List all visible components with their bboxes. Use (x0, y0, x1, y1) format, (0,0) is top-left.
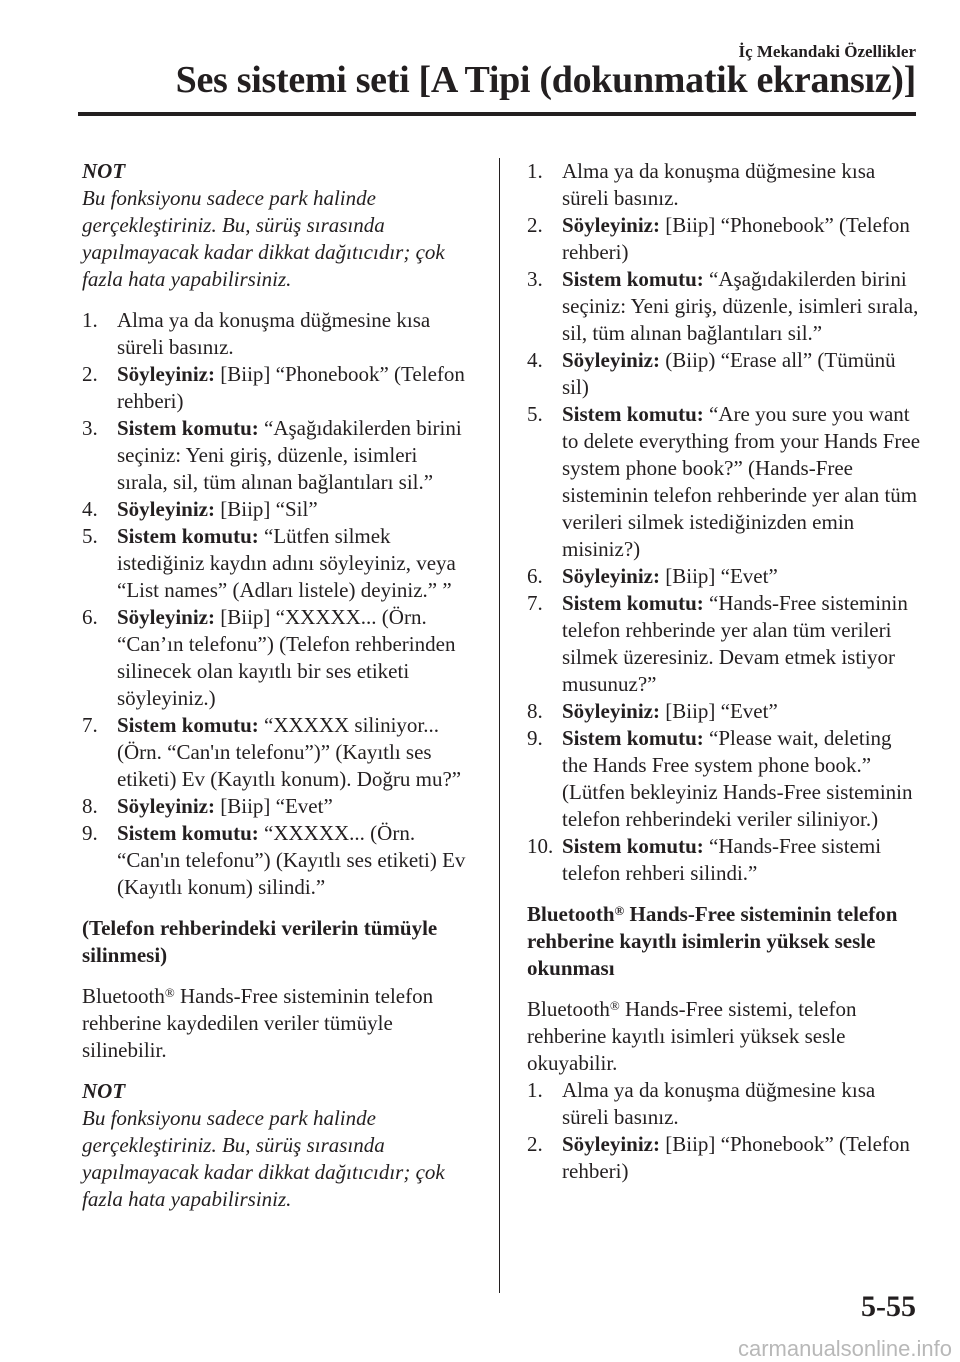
step-number: 1. (527, 159, 543, 183)
step-text: [Biip] “Evet” (660, 699, 778, 723)
section-subheading: (Telefon rehberindeki verilerin tümüyle silinmesi) (82, 916, 438, 967)
step-text: “Lütfen silmek istediğiniz kaydın adını söyleyiniz, veya “List names” (Adları listele) deyiniz.” ” (117, 524, 456, 602)
para-rest: Hands-Free sisteminin telefon rehberine kaydedilen veriler tümüyle silinebilir. (82, 984, 434, 1062)
list-item (82, 496, 472, 523)
step-number: 8. (527, 699, 543, 723)
list-item (82, 523, 472, 604)
step-number: 2. (82, 362, 98, 386)
list-item (527, 347, 922, 401)
step-number: 3. (82, 416, 98, 440)
list-item (527, 725, 922, 833)
subheading-prefix: Bluetooth (527, 902, 615, 926)
step-keyword: Sistem komutu: (562, 402, 704, 426)
step-keyword: Söyleyiniz: (562, 564, 660, 588)
step-keyword: Sistem komutu: (562, 591, 704, 615)
step-text: [Biip] “Phonebook” (Telefon rehberi) (562, 213, 910, 264)
list-item (82, 415, 472, 496)
header-section-label: İç Mekandaki Özellikler (738, 42, 916, 61)
column-divider (499, 158, 500, 1293)
step-number: 1. (527, 1078, 543, 1102)
step-number: 7. (527, 591, 543, 615)
step-number: 7. (82, 713, 98, 737)
step-text: [Biip] “Evet” (215, 794, 333, 818)
step-text: “Aşağıdakilerden birini seçiniz: Yeni giriş, düzenle, isimleri sırala, sil, tüm alınan bağlantıları sil.” (562, 267, 919, 345)
step-text: “Hands-Free sistemi telefon rehberi silindi.” (562, 834, 882, 885)
step-number: 6. (527, 564, 543, 588)
step-keyword: Söyleyiniz: (117, 605, 215, 629)
step-text: (Biip) “Erase all” (Tümünü sil) (562, 348, 896, 399)
registered-mark: ® (609, 998, 620, 1013)
subheading-rest: Hands-Free sisteminin telefon rehberine kayıtlı isimlerin yüksek sesle okunması (527, 902, 898, 980)
list-item (527, 590, 922, 698)
step-keyword: Söyleyiniz: (562, 348, 660, 372)
list-item (527, 401, 922, 563)
step-number: 4. (527, 348, 543, 372)
step-text: “Please wait, deleting the Hands Free system phone book.” (Lütfen bekleyiniz Hands-Free sisteminin telefon rehberindeki veriler siliniyor.) (562, 726, 913, 831)
step-text: “Aşağıdakilerden birini seçiniz: Yeni giriş, düzenle, isimleri sırala, sil, tüm alınan bağlantıları sil.” (117, 416, 462, 494)
right-column (527, 158, 922, 1199)
list-item (82, 307, 472, 361)
step-text: “Are you sure you want to delete everything from your Hands Free system phone book?” (Hands-Free sisteminin telefon rehberinde yer alan tüm verileri silmek istediğinizden emin misiniz?) (562, 402, 921, 561)
step-number: 8. (82, 794, 98, 818)
step-number: 1. (82, 308, 98, 332)
list-item (527, 158, 922, 212)
step-text: [Biip] “Phonebook” (Telefon rehberi) (117, 362, 465, 413)
step-keyword: Söyleyiniz: (562, 213, 660, 237)
step-text: Alma ya da konuşma düğmesine kısa süreli basınız. (562, 159, 876, 210)
step-keyword: Söyleyiniz: (562, 699, 660, 723)
step-number: 2. (527, 1132, 543, 1156)
list-item (82, 361, 472, 415)
list-item (82, 820, 472, 901)
note-text: Bu fonksiyonu sadece park halinde gerçekleştiriniz. Bu, sürüş sırasında yapılmayacak kadar dikkat dağıtıcıdır; çok fazla hata yapabilirsiniz. (82, 1106, 445, 1211)
step-keyword: Söyleyiniz: (117, 794, 215, 818)
para-prefix: Bluetooth (527, 997, 610, 1021)
list-item (527, 1131, 922, 1185)
watermark: carmanualsonline.info (737, 1336, 952, 1361)
note-text: Bu fonksiyonu sadece park halinde gerçekleştiriniz. Bu, sürüş sırasında yapılmayacak kadar dikkat dağıtıcıdır; çok fazla hata yapabilirsiniz. (82, 186, 445, 291)
step-number: 5. (527, 402, 543, 426)
step-keyword: Sistem komutu: (117, 416, 259, 440)
steps-list (527, 158, 922, 887)
step-keyword: Söyleyiniz: (562, 1132, 660, 1156)
step-keyword: Sistem komutu: (117, 713, 259, 737)
list-item (527, 266, 922, 347)
list-item (527, 563, 922, 590)
page-number: 5-55 (861, 1290, 916, 1323)
step-keyword: Sistem komutu: (562, 267, 704, 291)
step-text: [Biip] “Evet” (660, 564, 778, 588)
step-number: 4. (82, 497, 98, 521)
step-number: 3. (527, 267, 543, 291)
registered-mark: ® (614, 903, 625, 918)
list-item (527, 698, 922, 725)
note-label: NOT (82, 159, 126, 183)
list-item (82, 604, 472, 712)
para-rest: Hands-Free sistemi, telefon rehberine kayıtlı isimleri yüksek sesle okuyabilir. (527, 997, 857, 1075)
step-text: “Hands-Free sisteminin telefon rehberinde yer alan tüm verileri silmek üzeresiniz. Devam etmek istiyor musunuz?” (562, 591, 908, 696)
step-keyword: Söyleyiniz: (117, 497, 215, 521)
step-keyword: Sistem komutu: (562, 834, 704, 858)
steps-list (527, 1077, 922, 1185)
step-keyword: Sistem komutu: (117, 524, 259, 548)
step-number: 9. (82, 821, 98, 845)
step-number: 10. (527, 834, 554, 858)
section-subheading (527, 901, 922, 982)
step-keyword: Sistem komutu: (562, 726, 704, 750)
left-column (82, 158, 472, 1227)
step-text: [Biip] “Sil” (215, 497, 318, 521)
intro-paragraph (527, 996, 922, 1077)
note-label: NOT (82, 1079, 126, 1103)
list-item (82, 793, 472, 820)
step-number: 5. (82, 524, 98, 548)
list-item (527, 212, 922, 266)
step-keyword: Söyleyiniz: (117, 362, 215, 386)
intro-paragraph (82, 983, 472, 1064)
step-text: [Biip] “XXXXX... (Örn. “Can’ın telefonu”) (Telefon rehberinden silinecek olan kayıtlı bir ses etiketi söyleyiniz.) (117, 605, 456, 710)
step-text: Alma ya da konuşma düğmesine kısa süreli basınız. (562, 1078, 876, 1129)
list-item (527, 833, 922, 887)
step-text: “XXXXX... (Örn. “Can'ın telefonu”) (Kayıtlı ses etiketi) Ev (Kayıtlı konum) silindi.” (117, 821, 466, 899)
page-title: Ses sistemi seti [A Tipi (dokunmatik ekransız)] (175, 59, 916, 101)
step-text: [Biip] “Phonebook” (Telefon rehberi) (562, 1132, 910, 1183)
step-number: 9. (527, 726, 543, 750)
para-prefix: Bluetooth (82, 984, 165, 1008)
step-text: “XXXXX siliniyor... (Örn. “Can'ın telefonu”)” (Kayıtlı ses etiketi) Ev (Kayıtlı konum). Doğru mu?” (117, 713, 462, 791)
step-number: 6. (82, 605, 98, 629)
list-item (527, 1077, 922, 1131)
step-keyword: Sistem komutu: (117, 821, 259, 845)
steps-list (82, 307, 472, 901)
list-item (82, 712, 472, 793)
step-text: Alma ya da konuşma düğmesine kısa süreli basınız. (117, 308, 431, 359)
registered-mark: ® (164, 985, 175, 1000)
step-number: 2. (527, 213, 543, 237)
header-rule (78, 112, 916, 116)
